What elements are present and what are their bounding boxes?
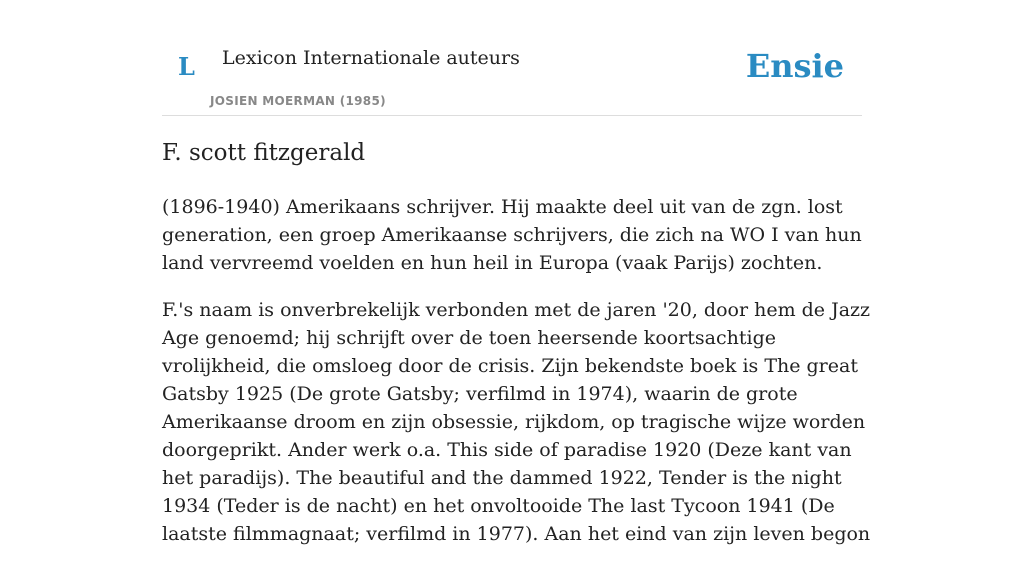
entry-paragraph: (1896-1940) Amerikaans schrijver. Hij maakte deel uit van de zgn. lost generation, een groep Amerikaanse schrijvers, die zich na WO I van hun land vervreemd voelden en hun heil in Europa (vaak Parijs) zochten.: [162, 196, 862, 274]
entry-title: F. scott fitzgerald: [162, 140, 366, 166]
lexicon-title[interactable]: Lexicon Internationale auteurs: [222, 47, 520, 69]
page-container: [162, 0, 871, 545]
lexicon-logo[interactable]: L: [178, 52, 195, 81]
lexicon-author: JOSIEN MOERMAN (1985): [210, 94, 386, 108]
lexicon-header: [162, 0, 862, 116]
entry-paragraph: F.'s naam is onverbrekelijk verbonden met de jaren '20, door hem de Jazz Age genoemd; hij schrijft over de toen heersende koortsachtige vrolijkheid, die omsloeg door de crisis. Zijn bekendste boek is The great Gatsby 1925 (De grote Gatsby; verfilmd in 1974), waarin de grote Amerikaanse droom en zijn obsessie, rijkdom, op tragische wijze worden doorgeprikt. Ander werk o.a. This side of paradise 1920 (Deze kant van het paradijs). The beautiful and the dammed 1922, Tender is the night 1934 (Teder is de nacht) en het onvoltooide The last Tycoon 1941 (De laatste filmmagnaat; verfilmd in 1977). Aan het eind van zijn leven begon: [162, 299, 871, 545]
brand-logo[interactable]: Ensie: [745, 47, 844, 85]
entry-body: [162, 193, 872, 567]
